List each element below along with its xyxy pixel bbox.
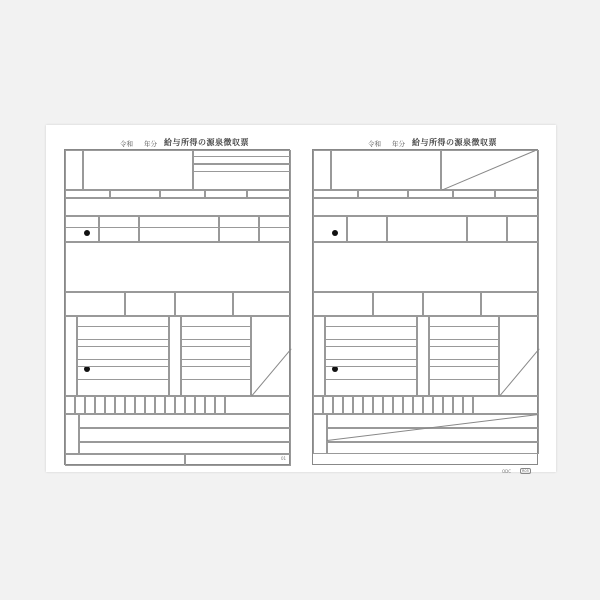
flag [323,396,333,414]
dep-row [429,346,499,360]
flag [363,396,373,414]
dep-row [325,346,417,360]
summary-right [175,292,233,316]
flag [145,396,155,414]
era-label: 令和 [120,140,133,148]
flag [85,396,95,414]
dependents-c [387,216,467,242]
payer-name [79,428,291,442]
flag [105,396,115,414]
summary-far [233,292,291,316]
dependents-d [467,216,507,242]
dep-detail-mid [417,316,429,396]
flag [215,396,225,414]
tax-col [453,190,495,198]
withholding-slip-left [64,137,290,465]
payment-col [110,190,160,198]
kana-row [193,164,291,172]
dep-row [77,366,169,380]
summary-box [65,242,291,292]
type-col [313,190,358,198]
amount-row [313,198,539,216]
payment-col [358,190,408,198]
flag [343,396,353,414]
flag [403,396,413,414]
dep-row [325,366,417,380]
dependents-e [507,216,539,242]
dep-row [429,326,499,340]
dependents-d [219,216,259,242]
flag [433,396,443,414]
payer-address [79,414,291,428]
dependents-c [139,216,219,242]
name-row [193,156,291,164]
flag [423,396,433,414]
dep-row [325,326,417,340]
dep-row [429,366,499,380]
flag [165,396,175,414]
flag [205,396,215,414]
dep-row [181,366,251,380]
deduction-col [408,190,453,198]
flag [125,396,135,414]
flag [413,396,423,414]
flag [195,396,205,414]
flag [463,396,473,414]
dependents-a [313,216,347,242]
flag [115,396,125,414]
flag [155,396,165,414]
flag [65,396,75,414]
address-box [331,150,441,190]
tax-col [205,190,247,198]
dep-detail-mid [169,316,181,396]
flag [473,396,539,414]
deduction-col [160,190,205,198]
dep-row [181,346,251,360]
form-grid [312,149,538,465]
form-grid [64,149,290,465]
flag [225,396,291,414]
recipient-label-col [313,150,331,190]
dep-row [77,326,169,340]
summary-mid [373,292,423,316]
dependents-b [347,216,387,242]
flag [175,396,185,414]
payer-label [65,414,79,454]
summary-far [481,292,539,316]
payer-phone [327,442,539,454]
form-header [312,137,538,149]
flag [443,396,453,414]
withholding-slip-right [312,137,538,474]
summary-box [313,242,539,292]
era-label: 令和 [368,140,381,148]
flag [373,396,383,414]
flag [185,396,195,414]
form-header [64,137,290,149]
form-badge: R05 [522,469,529,473]
dep-detail-label [313,316,325,396]
flag [75,396,85,414]
flag [353,396,363,414]
year-label: 年分 [392,140,405,148]
dep-row [77,346,169,360]
summary-mid [125,292,175,316]
flag [135,396,145,414]
summary-left [65,292,125,316]
form-title: 給与所得の源泉徴収票 [412,138,497,147]
flag [393,396,403,414]
withholding-col [495,190,539,198]
payer-phone [79,442,291,454]
office-box-b [185,454,291,466]
recipient-label-col [65,150,83,190]
address-box [83,150,193,190]
dep-row [181,326,251,340]
year-label: 年分 [144,140,157,148]
amount-row [65,198,291,216]
flag [95,396,105,414]
flag [313,396,323,414]
dependents-b [99,216,139,242]
summary-right [423,292,481,316]
dep-detail-label [65,316,77,396]
payer-label [313,414,327,454]
withholding-col [247,190,291,198]
flag [453,396,463,414]
flag [383,396,393,414]
flag [333,396,343,414]
form-sheet [46,125,556,472]
office-box [65,454,185,466]
form-title: 給与所得の源泉徴収票 [164,138,249,147]
dependents-a [65,216,99,242]
summary-left [313,292,373,316]
page-marker: 01 [281,456,287,461]
form-code: ODC [502,469,512,474]
dependents-e [259,216,291,242]
type-col [65,190,110,198]
